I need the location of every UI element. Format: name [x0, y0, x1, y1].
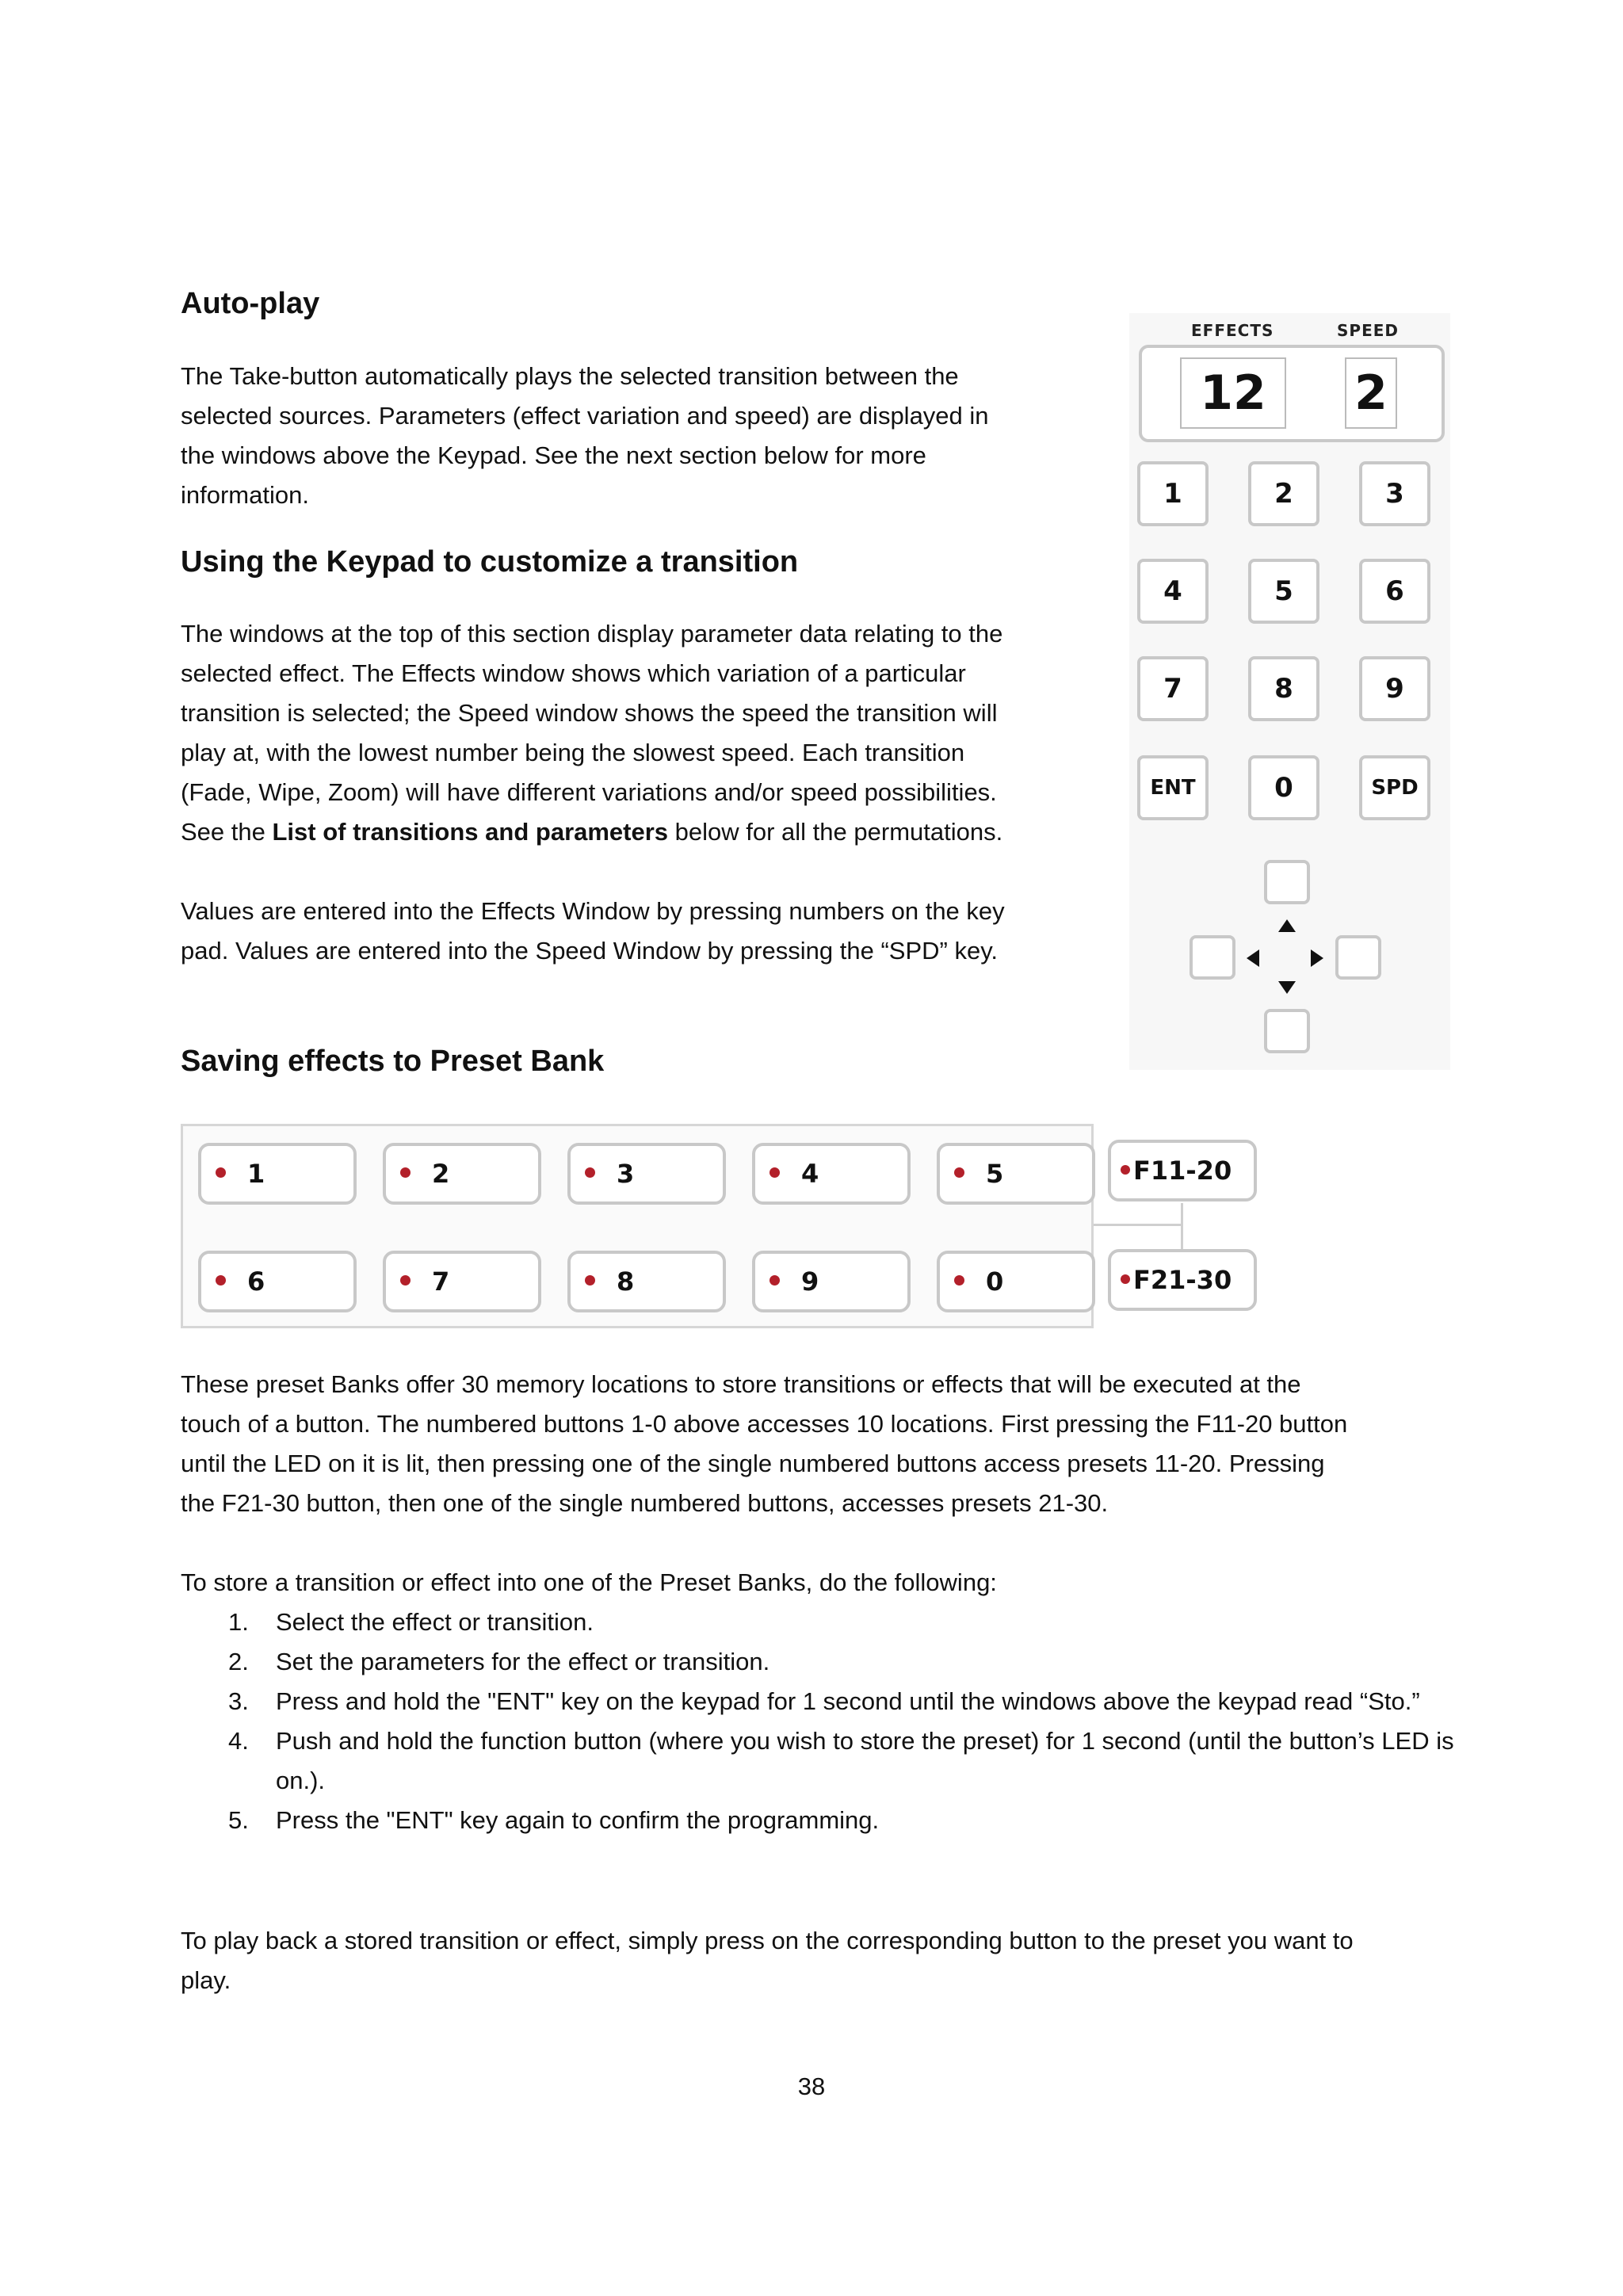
text-line [181, 812, 1002, 852]
preset-label: 2 [432, 1159, 450, 1189]
preset-label: 5 [986, 1159, 1004, 1189]
key-7[interactable]: 7 [1137, 656, 1209, 721]
key-9[interactable]: 9 [1359, 656, 1430, 721]
led-indicator [1121, 1274, 1130, 1284]
text-line: the windows above the Keypad. See the next section below for more [181, 441, 926, 469]
text-line: transition is selected; the Speed window shows the speed the transition will [181, 699, 998, 727]
playback-paragraph [181, 1921, 1354, 2000]
preset-button-7[interactable] [383, 1251, 541, 1312]
connector-line [1181, 1203, 1183, 1249]
list-item [181, 1603, 1465, 1642]
heading-preset: Saving effects to Preset Bank [181, 1045, 605, 1078]
text-line: until the LED on it is lit, then pressing one of the single numbered buttons access presets 11-20. Pressing [181, 1450, 1325, 1477]
key-0[interactable]: 0 [1248, 755, 1319, 820]
function-label: F21-30 [1133, 1265, 1232, 1295]
list-item [181, 1801, 1465, 1840]
preset-label: 1 [247, 1159, 265, 1189]
arrow-down-icon [1278, 981, 1296, 994]
led-indicator [585, 1167, 595, 1178]
nav-left-button[interactable] [1190, 935, 1235, 980]
led-indicator [769, 1167, 780, 1178]
preset-label: 6 [247, 1266, 265, 1297]
key-6[interactable]: 6 [1359, 559, 1430, 624]
keypad-paragraph [181, 614, 1002, 852]
key-1[interactable]: 1 [1137, 461, 1209, 526]
preset-label: 8 [617, 1266, 635, 1297]
key-2[interactable]: 2 [1248, 461, 1319, 526]
led-indicator [954, 1275, 964, 1286]
text-line: The windows at the top of this section display parameter data relating to the [181, 620, 1003, 648]
step-text: Press and hold the "ENT" key on the keypad for 1 second until the windows above the keypad read “Sto.” [276, 1687, 1420, 1715]
text-line: pad. Values are entered into the Speed Window by pressing the “SPD” key. [181, 937, 999, 965]
step-number: 4. [228, 1727, 249, 1755]
key-8[interactable]: 8 [1248, 656, 1319, 721]
text-line: These preset Banks offer 30 memory locations to store transitions or effects that will be executed at the [181, 1370, 1301, 1398]
led-indicator [954, 1167, 964, 1178]
text-line: information. [181, 481, 309, 509]
effects-label: EFFECTS [1191, 321, 1274, 340]
text-line: play at, with the lowest number being the slowest speed. Each transition [181, 739, 965, 766]
text-span: below for all the permutations. [668, 818, 1003, 846]
autoplay-paragraph [181, 357, 989, 515]
preset-button-9[interactable] [752, 1251, 911, 1312]
preset-button-3[interactable] [567, 1143, 726, 1205]
effects-window: 12 [1180, 357, 1286, 429]
step-text: Set the parameters for the effect or transition. [276, 1648, 770, 1675]
led-indicator [216, 1275, 226, 1286]
text-line: selected sources. Parameters (effect variation and speed) are displayed in [181, 402, 989, 430]
step-number: 1. [228, 1608, 249, 1636]
text-line: touch of a button. The numbered buttons 1-0 above accesses 10 locations. First pressing the F11-20 button [181, 1410, 1348, 1438]
list-item [181, 1682, 1465, 1721]
display-panel [1139, 345, 1445, 442]
preset-button-4[interactable] [752, 1143, 911, 1205]
led-indicator [769, 1275, 780, 1286]
preset-label: 0 [986, 1266, 1004, 1297]
preset-paragraph [181, 1365, 1347, 1523]
nav-down-button[interactable] [1264, 1009, 1310, 1053]
arrow-up-icon [1278, 919, 1296, 932]
store-intro: To store a transition or effect into one of the Preset Banks, do the following: [181, 1568, 997, 1596]
preset-button-5[interactable] [937, 1143, 1095, 1205]
step-text: Select the effect or transition. [276, 1608, 594, 1636]
list-of-transitions-reference: List of transitions and parameters [272, 818, 669, 846]
text-line: Values are entered into the Effects Window by pressing numbers on the key [181, 897, 1005, 925]
page-number: 38 [797, 2073, 826, 2100]
led-indicator [585, 1275, 595, 1286]
speed-window: 2 [1345, 357, 1397, 429]
led-indicator [400, 1275, 411, 1286]
step-number: 3. [228, 1687, 249, 1715]
led-indicator [400, 1167, 411, 1178]
text-line: To play back a stored transition or effect, simply press on the corresponding button to the preset you want to [181, 1927, 1354, 1954]
list-item [181, 1642, 1465, 1682]
preset-button-1[interactable] [198, 1143, 357, 1205]
step-text: Press the "ENT" key again to confirm the programming. [276, 1806, 880, 1834]
text-line: the F21-30 button, then one of the single numbered buttons, accesses presets 21-30. [181, 1489, 1109, 1517]
step-text: Push and hold the function button (where you wish to store the preset) for 1 second (until the button’s LED is on.). [276, 1727, 1454, 1794]
arrow-right-icon [1311, 949, 1323, 967]
step-number: 5. [228, 1806, 249, 1834]
arrow-left-icon [1247, 949, 1259, 967]
key-4[interactable]: 4 [1137, 559, 1209, 624]
key-5[interactable]: 5 [1248, 559, 1319, 624]
preset-button-8[interactable] [567, 1251, 726, 1312]
preset-label: 9 [801, 1266, 819, 1297]
f11-20-button[interactable] [1108, 1140, 1257, 1201]
key-3[interactable]: 3 [1359, 461, 1430, 526]
preset-label: 3 [617, 1159, 635, 1189]
text-line: play. [181, 1966, 231, 1994]
text-span: See the [181, 818, 273, 846]
heading-autoplay: Auto-play [181, 287, 320, 320]
values-paragraph [181, 892, 1005, 971]
function-label: F11-20 [1133, 1156, 1232, 1186]
f21-30-button[interactable] [1108, 1249, 1257, 1311]
led-indicator [216, 1167, 226, 1178]
heading-keypad: Using the Keypad to customize a transition [181, 545, 799, 579]
nav-right-button[interactable] [1335, 935, 1381, 980]
preset-button-2[interactable] [383, 1143, 541, 1205]
led-indicator [1121, 1165, 1130, 1175]
preset-label: 7 [432, 1266, 450, 1297]
nav-up-button[interactable] [1264, 860, 1310, 904]
preset-button-0[interactable] [937, 1251, 1095, 1312]
preset-bank-figure [181, 1124, 1266, 1331]
step-number: 2. [228, 1648, 249, 1675]
text-line: (Fade, Wipe, Zoom) will have different variations and/or speed possibilities. [181, 778, 997, 806]
store-steps-list [181, 1603, 1465, 1840]
text-line: The Take-button automatically plays the selected transition between the [181, 362, 959, 390]
list-item [181, 1721, 1465, 1801]
connector-line [1094, 1224, 1181, 1226]
preset-label: 4 [801, 1159, 819, 1189]
speed-label: SPEED [1337, 321, 1399, 340]
preset-button-6[interactable] [198, 1251, 357, 1312]
key-ent[interactable]: ENT [1137, 755, 1209, 820]
text-line: selected effect. The Effects window shows which variation of a particular [181, 659, 966, 687]
key-spd[interactable]: SPD [1359, 755, 1430, 820]
keypad-figure [1129, 313, 1450, 1070]
